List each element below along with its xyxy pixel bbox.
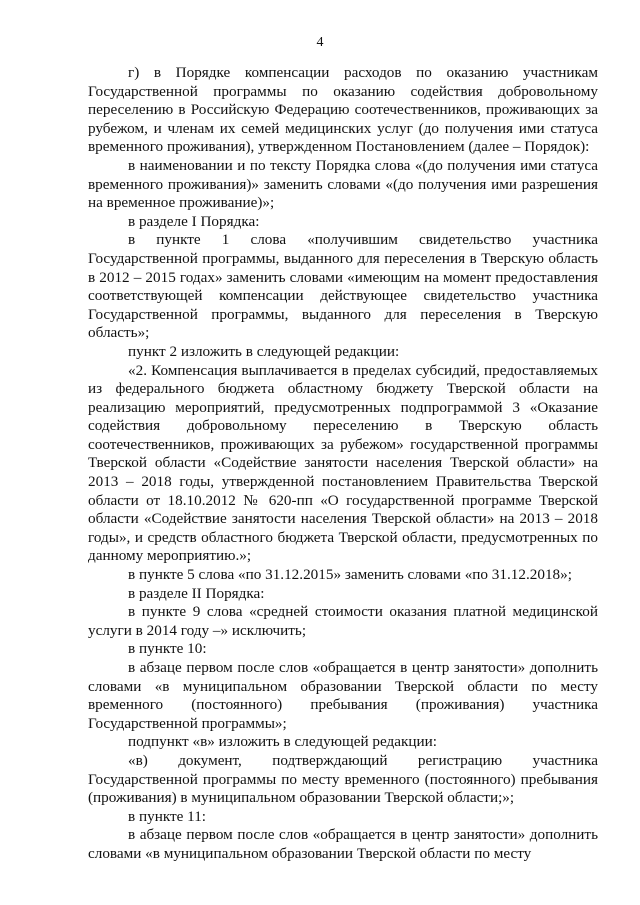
document-body	[88, 64, 598, 864]
paragraph-subpoint-v-intro: подпункт «в» изложить в следующей редакции:	[128, 733, 437, 751]
paragraph-point-9: в пункте 9 слова «средней стоимости оказания платной медицинской услуги в 2014 году –» исключить;	[88, 603, 598, 639]
paragraph-point-10: в пункте 10:	[128, 640, 207, 658]
paragraph-section-2: в разделе II Порядка:	[128, 584, 265, 602]
paragraph-title-replacement: в наименовании и по тексту Порядка слова «(до получения ими статуса временного проживания)» заменить словами «(до получения ими разрешения на временное проживание)»;	[88, 156, 598, 212]
paragraph-point-2-text: «2. Компенсация выплачивается в пределах субсидий, предоставляемых из федерального бюджета областному бюджету Тверской области на реализацию мероприятий, предусмотренных подпрограммой 3 «Оказание содействия добровольному переселению в Тверскую область соотечественников, проживающих за рубежом» государственной программы Тверской области «Содействие занятости населения Тверской области» на 2013 – 2018 годы, утвержденной постановлением Правительства Тверской области от 18.10.2012 № 620-пп «О государственной программе Тверской области «Содействие занятости населения Тверской области» на 2013 – 2018 годы», и средств областного бюджета Тверской области, предусмотренных по данному мероприятию.»;	[88, 361, 598, 565]
page-number: 4	[316, 35, 324, 50]
paragraph-point-11: в пункте 11:	[128, 807, 207, 825]
paragraph-point-5: в пункте 5 слова «по 31.12.2015» заменить словами «по 31.12.2018»;	[128, 566, 572, 584]
paragraph-point-10-abzac: в абзаце первом после слов «обращается в центр занятости» дополнить словами «в муниципальном образовании Тверской области по месту временного (постоянного) пребывания (проживания) участника Государственной программы»;	[88, 659, 598, 732]
paragraph-point-2-intro: пункт 2 изложить в следующей редакции:	[128, 342, 400, 360]
paragraph-subpoint-v-text: «в) документ, подтверждающий регистрацию участника Государственной программы по месту временного (постоянного) пребывания (проживания) в муниципальном образовании Тверской области;»;	[88, 751, 598, 807]
paragraph-point-11-abzac: в абзаце первом после слов «обращается в центр занятости» дополнить словами «в муниципальном образовании Тверской области по месту	[88, 826, 598, 862]
paragraph-amendment-g: г) в Порядке компенсации расходов по оказанию участникам Государственной программы по оказанию содействия добровольному переселению в Российскую Федерацию соотечественников, проживающих за рубежом, и членам их семей медицинских услуг (до получения ими статуса временного проживания), утвержденном Постановлением (далее – Порядок):	[88, 64, 598, 156]
paragraph-section-1: в разделе I Порядка:	[128, 212, 260, 230]
paragraph-point-1: в пункте 1 слова «получившим свидетельство участника Государственной программы, выданного для переселения в Тверскую область в 2012 – 2015 годах» заменить словами «имеющим на момент предоставления соответствующей компенсации действующее свидетельство участника Государственной программы, выданного для переселения в Тверскую область»;	[88, 231, 598, 342]
